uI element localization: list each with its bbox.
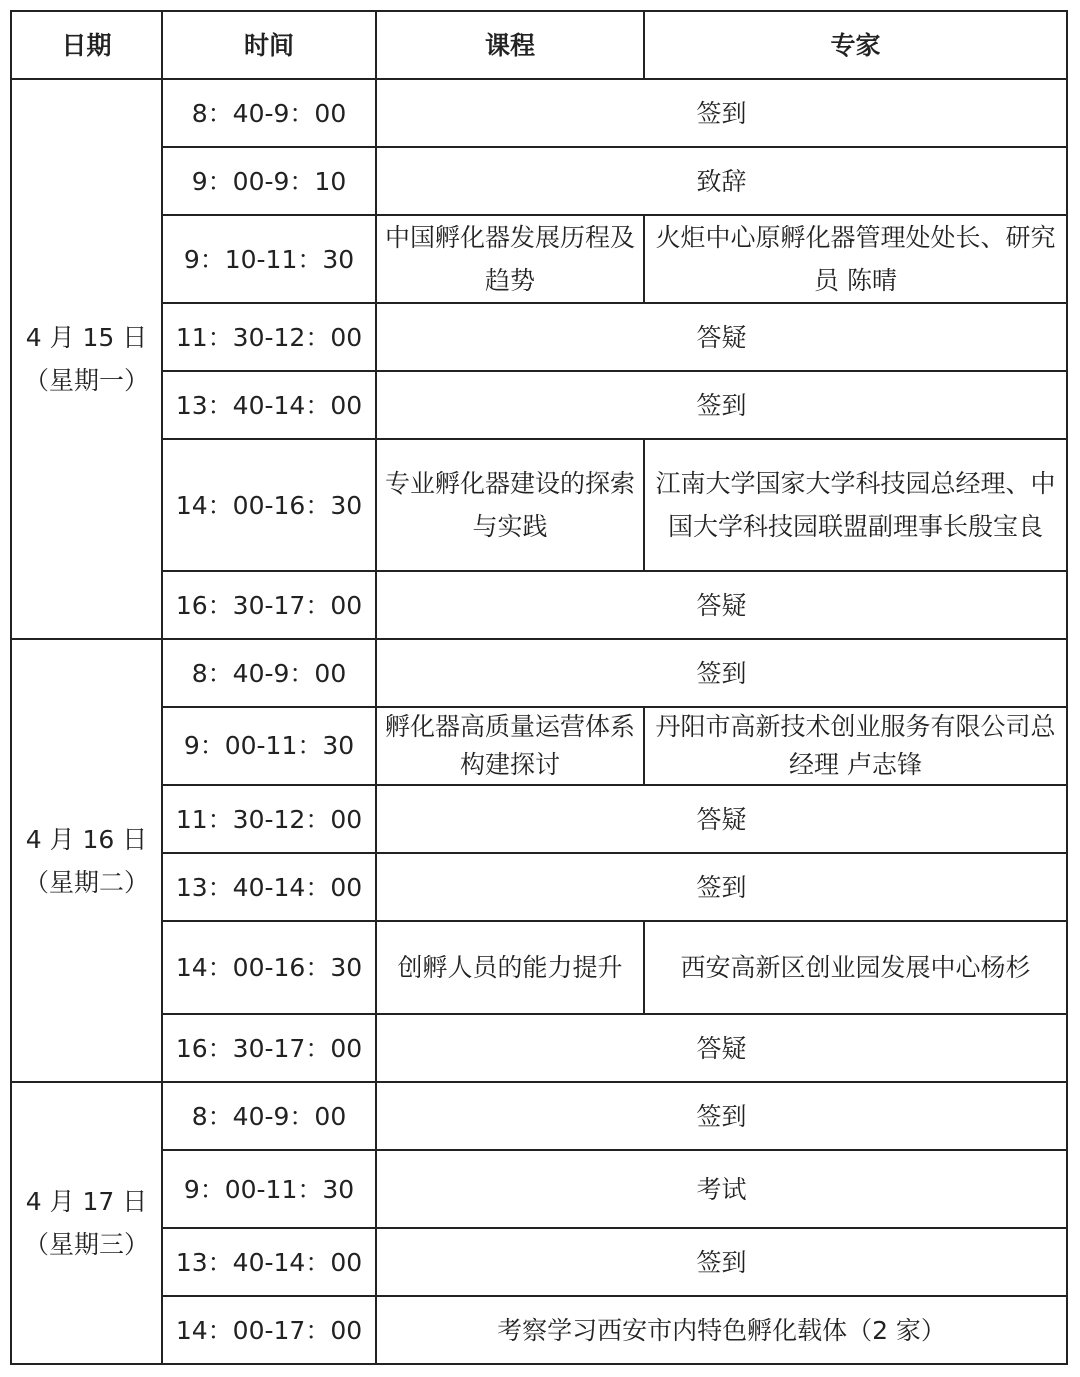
time-cell: 11：30-12：00	[162, 785, 376, 853]
time-cell: 8：40-9：00	[162, 79, 376, 147]
expert-cell: 西安高新区创业园发展中心杨杉	[644, 921, 1067, 1014]
weekday-label: （星期三）	[23, 1230, 149, 1259]
table-row	[11, 1296, 1067, 1364]
merged-cell: 考试	[376, 1150, 1067, 1228]
weekday-label: （星期一）	[23, 366, 149, 395]
course-cell: 专业孵化器建设的探索与实践	[376, 439, 644, 571]
expert-cell: 江南大学国家大学科技园总经理、中国大学科技园联盟副理事长殷宝良	[644, 439, 1067, 571]
table-row	[11, 1150, 1067, 1228]
merged-cell: 考察学习西安市内特色孵化载体（2 家）	[376, 1296, 1067, 1364]
date-cell	[11, 639, 162, 1082]
time-cell: 16：30-17：00	[162, 1014, 376, 1082]
merged-cell: 答疑	[376, 303, 1067, 371]
table-row	[11, 707, 1067, 785]
expert-cell: 火炬中心原孵化器管理处处长、研究员 陈晴	[644, 215, 1067, 303]
course-cell: 创孵人员的能力提升	[376, 921, 644, 1014]
expert-cell: 丹阳市高新技术创业服务有限公司总经理 卢志锋	[644, 707, 1067, 785]
header-row	[11, 11, 1067, 79]
time-cell: 14：00-16：30	[162, 439, 376, 571]
time-cell: 14：00-17：00	[162, 1296, 376, 1364]
time-cell: 13：40-14：00	[162, 853, 376, 921]
date-cell	[11, 1082, 162, 1364]
weekday-label: （星期二）	[23, 867, 149, 897]
table-row	[11, 79, 1067, 147]
time-cell: 9：00-9：10	[162, 147, 376, 215]
time-cell: 8：40-9：00	[162, 1082, 376, 1150]
header-date: 日期	[11, 11, 162, 79]
merged-cell: 签到	[376, 1082, 1067, 1150]
header-expert: 专家	[644, 11, 1067, 79]
table-row	[11, 1082, 1067, 1150]
time-cell: 16：30-17：00	[162, 571, 376, 639]
header-course: 课程	[376, 11, 644, 79]
date-label: 4 月 15 日	[25, 323, 148, 352]
table-row	[11, 215, 1067, 303]
time-cell: 13：40-14：00	[162, 1228, 376, 1296]
table-row	[11, 371, 1067, 439]
course-cell: 中国孵化器发展历程及趋势	[376, 215, 644, 303]
table-row	[11, 147, 1067, 215]
merged-cell: 签到	[376, 79, 1067, 147]
header-time: 时间	[162, 11, 376, 79]
time-cell: 8：40-9：00	[162, 639, 376, 707]
merged-cell: 答疑	[376, 1014, 1067, 1082]
merged-cell: 签到	[376, 853, 1067, 921]
merged-cell: 签到	[376, 1228, 1067, 1296]
table-row	[11, 1228, 1067, 1296]
merged-cell: 答疑	[376, 571, 1067, 639]
table-row	[11, 639, 1067, 707]
merged-cell: 答疑	[376, 785, 1067, 853]
time-cell: 9：10-11：30	[162, 215, 376, 303]
table-row	[11, 571, 1067, 639]
table-row	[11, 303, 1067, 371]
schedule-table	[10, 10, 1068, 1365]
date-label: 4 月 17 日	[25, 1187, 148, 1216]
date-label: 4 月 16 日	[25, 824, 148, 854]
table-row	[11, 785, 1067, 853]
merged-cell: 签到	[376, 371, 1067, 439]
table-row	[11, 921, 1067, 1014]
date-cell	[11, 79, 162, 639]
course-cell: 孵化器高质量运营体系构建探讨	[376, 707, 644, 785]
time-cell: 14：00-16：30	[162, 921, 376, 1014]
time-cell: 13：40-14：00	[162, 371, 376, 439]
merged-cell: 致辞	[376, 147, 1067, 215]
merged-cell: 签到	[376, 639, 1067, 707]
time-cell: 9：00-11：30	[162, 707, 376, 785]
table-row	[11, 1014, 1067, 1082]
time-cell: 9：00-11：30	[162, 1150, 376, 1228]
table-row	[11, 853, 1067, 921]
table-row	[11, 439, 1067, 571]
time-cell: 11：30-12：00	[162, 303, 376, 371]
